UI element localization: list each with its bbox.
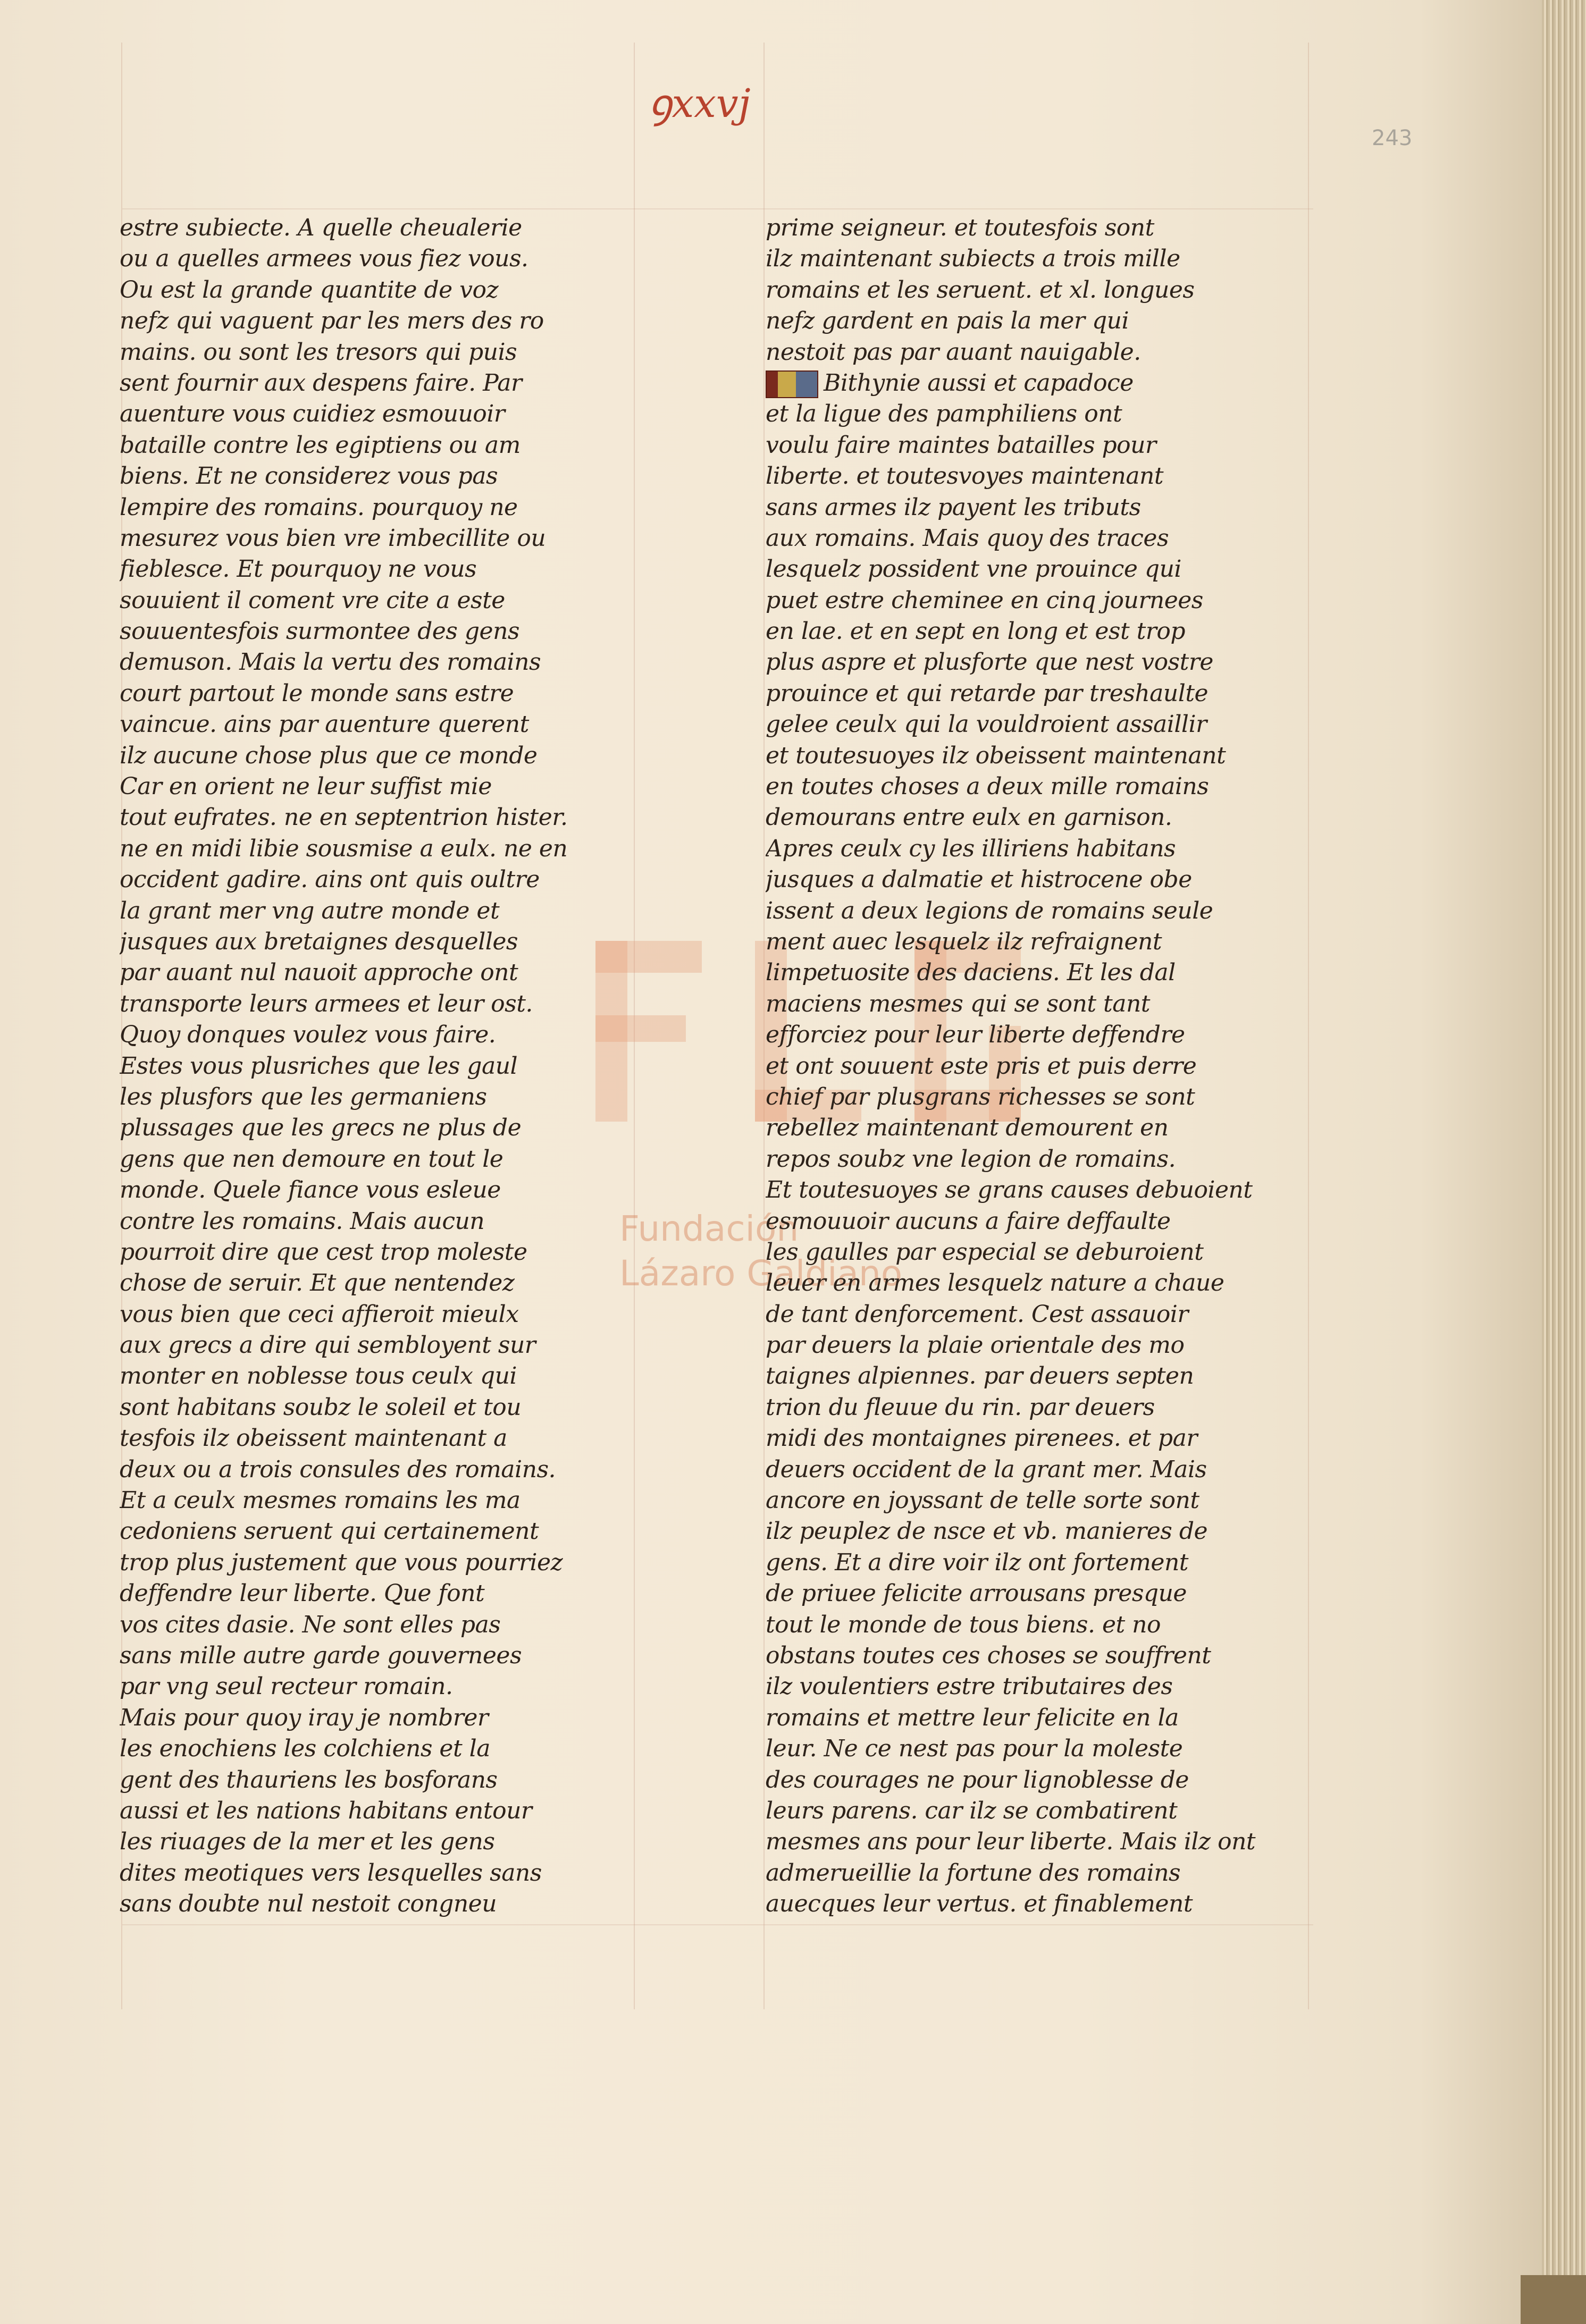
text-line xyxy=(766,1733,1303,1764)
text-line xyxy=(120,616,630,647)
text-line-content: prime seigneur. et toutesfois sont xyxy=(766,214,1154,241)
text-line-content: mesmes ans pour leur liberte. Mais ilz ont xyxy=(766,1828,1256,1856)
text-line-content: admerueillie la fortune des romains xyxy=(766,1859,1181,1887)
text-line-content: bataille contre les egiptiens ou am xyxy=(120,431,521,459)
watermark-line1: Fundación xyxy=(619,1208,799,1249)
text-line xyxy=(766,430,1303,461)
text-line xyxy=(766,1578,1303,1609)
text-line xyxy=(120,802,630,833)
text-line-content: Bithynie aussi et capadoce xyxy=(824,369,1134,397)
text-line xyxy=(766,1547,1303,1578)
text-line-content: Et a ceulx mesmes romains les ma xyxy=(120,1487,521,1514)
text-line xyxy=(120,461,630,492)
text-line-content: midi des montaignes pirenees. et par xyxy=(766,1425,1197,1452)
text-line xyxy=(766,927,1303,957)
margin-ruling-top xyxy=(122,208,1313,209)
text-line-content: aux grecs a dire qui sembloyent sur xyxy=(120,1332,536,1359)
text-line-content: gens. Et a dire voir ilz ont fortement xyxy=(766,1548,1188,1576)
text-line xyxy=(766,1765,1303,1796)
text-line-content: tout eufrates. ne en septentrion hister. xyxy=(120,804,568,831)
text-line-content: deux ou a trois consules des romains. xyxy=(120,1455,556,1483)
text-line xyxy=(766,213,1303,243)
text-line xyxy=(766,1268,1303,1299)
text-line-content: Ou est la grande quantite de voz xyxy=(120,276,499,304)
text-line xyxy=(766,1299,1303,1330)
text-line xyxy=(766,616,1303,647)
text-line xyxy=(120,213,630,243)
text-line-content: taignes alpiennes. par deuers septen xyxy=(766,1362,1194,1390)
illuminated-initial xyxy=(766,371,818,398)
text-line xyxy=(120,243,630,274)
text-line-content: issent a deux legions de romains seule xyxy=(766,897,1213,924)
text-line xyxy=(120,306,630,336)
text-line-content: demourans entre eulx en garnison. xyxy=(766,804,1172,831)
text-line-content: rebellez maintenant demourent en xyxy=(766,1114,1169,1142)
text-line-content: vaincue. ains par auenture querent xyxy=(120,711,529,738)
text-line xyxy=(120,585,630,616)
text-line xyxy=(766,740,1303,771)
text-line xyxy=(766,957,1303,988)
text-line-content: vous bien que ceci affieroit mieulx xyxy=(120,1300,519,1328)
text-line-content: puet estre cheminee en cinq journees xyxy=(766,586,1203,614)
text-line xyxy=(766,1640,1303,1671)
text-line xyxy=(766,1671,1303,1702)
text-line xyxy=(120,1796,630,1826)
text-line xyxy=(766,1051,1303,1082)
text-line xyxy=(120,1237,630,1268)
text-line-content: Estes vous plusriches que les gaul xyxy=(120,1052,518,1080)
text-line xyxy=(120,368,630,399)
text-line xyxy=(766,1020,1303,1050)
text-line-content: esmouuoir aucuns a faire deffaulte xyxy=(766,1207,1171,1235)
text-line xyxy=(120,554,630,585)
text-line xyxy=(120,1020,630,1050)
text-line-content: sans mille autre garde gouvernees xyxy=(120,1641,522,1669)
text-line xyxy=(120,1268,630,1299)
text-line-content: ne en midi libie sousmise a eulx. ne en xyxy=(120,835,568,862)
text-line-content: ou a quelles armees vous fiez vous. xyxy=(120,245,528,273)
text-line-content: chief par plusgrans richesses se sont xyxy=(766,1083,1195,1110)
text-line-content: monde. Quele fiance vous esleue xyxy=(120,1176,501,1204)
text-line xyxy=(120,927,630,957)
watermark-line2: Lázaro Galdiano xyxy=(619,1253,903,1294)
text-line xyxy=(120,1175,630,1206)
text-line-content: demuson. Mais la vertu des romains xyxy=(120,649,541,676)
text-line xyxy=(120,399,630,430)
text-line xyxy=(766,1392,1303,1423)
margin-ruling-col2-left xyxy=(763,43,765,2009)
margin-ruling-col1-right xyxy=(634,43,635,2009)
text-line xyxy=(766,1858,1303,1889)
text-line-content: les riuages de la mer et les gens xyxy=(120,1828,495,1856)
text-line xyxy=(766,989,1303,1020)
text-line xyxy=(766,647,1303,678)
text-line-content: romains et les seruent. et xl. longues xyxy=(766,276,1195,304)
text-line xyxy=(120,1423,630,1454)
text-column-left xyxy=(120,213,630,1919)
text-line-content: sans doubte nul nestoit congneu xyxy=(120,1890,497,1918)
text-line-content: fieblesce. Et pourquoy ne vous xyxy=(120,555,477,583)
text-line xyxy=(120,957,630,988)
margin-ruling-bottom xyxy=(122,1924,1313,1925)
text-line-content: plussages que les grecs ne plus de xyxy=(120,1114,522,1142)
text-line xyxy=(120,523,630,554)
text-line xyxy=(766,1082,1303,1113)
text-line-content: occident gadire. ains ont quis oultre xyxy=(120,866,540,894)
text-line-content: trion du fleuue du rin. par deuers xyxy=(766,1393,1155,1421)
text-line xyxy=(766,1610,1303,1640)
text-line xyxy=(120,647,630,678)
text-line-content: auenture vous cuidiez esmouuoir xyxy=(120,400,505,428)
text-line-content: Car en orient ne leur suffist mie xyxy=(120,773,492,801)
text-line xyxy=(120,1485,630,1516)
text-line-content: efforciez pour leur liberte deffendre xyxy=(766,1021,1185,1049)
text-line xyxy=(120,740,630,771)
text-line xyxy=(120,1610,630,1640)
text-line xyxy=(120,771,630,802)
text-line-content: deuers occident de la grant mer. Mais xyxy=(766,1455,1207,1483)
text-line-content: sans armes ilz payent les tributs xyxy=(766,493,1141,521)
text-line-content: leuer en armes lesquelz nature a chaue xyxy=(766,1269,1224,1297)
text-line xyxy=(766,275,1303,306)
text-line xyxy=(120,1733,630,1764)
text-line-content: par auant nul nauoit approche ont xyxy=(120,959,518,987)
text-line-content: voulu faire maintes batailles pour xyxy=(766,431,1156,459)
text-line xyxy=(766,1796,1303,1826)
text-line-content: lesquelz possident vne prouince qui xyxy=(766,555,1181,583)
text-line-content: par vng seul recteur romain. xyxy=(120,1673,453,1700)
text-line-content: jusques a dalmatie et histrocene obe xyxy=(766,866,1192,894)
text-line xyxy=(120,989,630,1020)
text-line xyxy=(120,1206,630,1237)
text-line xyxy=(766,1454,1303,1485)
folio-number: ꝯxxvj xyxy=(649,81,751,127)
text-line xyxy=(120,430,630,461)
text-line-content: la grant mer vng autre monde et xyxy=(120,897,500,924)
text-line xyxy=(120,1703,630,1733)
text-line-content: liberte. et toutesvoyes maintenant xyxy=(766,462,1164,490)
text-line xyxy=(766,709,1303,740)
text-line xyxy=(120,1144,630,1175)
text-line xyxy=(120,709,630,740)
text-line-content: Mais pour quoy iray je nombrer xyxy=(120,1704,489,1731)
text-line-content: cedoniens seruent qui certainement xyxy=(120,1518,539,1545)
text-line-content: sent fournir aux despens faire. Par xyxy=(120,369,522,397)
text-line xyxy=(766,368,1303,399)
text-line-content: estre subiecte. A quelle cheualerie xyxy=(120,214,522,241)
text-line-content: Apres ceulx cy les illiriens habitans xyxy=(766,835,1176,862)
text-line-content: et la ligue des pamphiliens ont xyxy=(766,400,1122,428)
text-line xyxy=(766,306,1303,336)
text-line xyxy=(766,1144,1303,1175)
text-line xyxy=(120,1765,630,1796)
text-line xyxy=(766,337,1303,368)
text-line-content: en toutes choses a deux mille romains xyxy=(766,773,1209,801)
text-line xyxy=(766,1206,1303,1237)
text-line xyxy=(120,1516,630,1547)
text-line-content: limpetuosite des daciens. Et les dal xyxy=(766,959,1176,987)
text-line xyxy=(120,1671,630,1702)
text-line-content: lempire des romains. pourquoy ne xyxy=(120,493,518,521)
text-line-content: monter en noblesse tous ceulx qui xyxy=(120,1362,517,1390)
text-line-content: par deuers la plaie orientale des mo xyxy=(766,1332,1185,1359)
text-line-content: deffendre leur liberte. Que font xyxy=(120,1580,485,1607)
text-line-content: tesfois ilz obeissent maintenant a xyxy=(120,1425,507,1452)
text-line xyxy=(766,492,1303,523)
text-line xyxy=(766,523,1303,554)
text-line-content: mesurez vous bien vre imbecillite ou xyxy=(120,524,546,552)
text-line-content: sont habitans soubz le soleil et tou xyxy=(120,1393,522,1421)
text-line xyxy=(120,896,630,927)
text-line xyxy=(120,492,630,523)
text-line-content: Quoy donques voulez vous faire. xyxy=(120,1021,496,1049)
text-line xyxy=(120,1113,630,1143)
text-line-content: leurs parens. car ilz se combatirent xyxy=(766,1797,1178,1824)
text-line-content: pourroit dire que cest trop moleste xyxy=(120,1238,527,1266)
text-line-content: gent des thauriens les bosforans xyxy=(120,1766,498,1793)
text-line-content: les enochiens les colchiens et la xyxy=(120,1735,490,1763)
text-line-content: Et toutesuoyes se grans causes debuoient xyxy=(766,1176,1253,1204)
text-line xyxy=(766,1237,1303,1268)
text-line-content: auecques leur vertus. et finablement xyxy=(766,1890,1193,1918)
text-line-content: des courages ne pour lignoblesse de xyxy=(766,1766,1189,1793)
text-line-content: dites meotiques vers lesquelles sans xyxy=(120,1859,542,1887)
text-line xyxy=(766,585,1303,616)
text-column-right xyxy=(766,213,1303,1919)
text-line-content: en lae. et en sept en long et est trop xyxy=(766,618,1185,645)
text-line xyxy=(766,1889,1303,1919)
text-line xyxy=(766,1330,1303,1361)
text-line-content: ilz peuplez de nsce et vb. manieres de xyxy=(766,1518,1208,1545)
text-line-content: ilz voulentiers estre tributaires des xyxy=(766,1673,1173,1700)
text-line xyxy=(120,1826,630,1857)
text-line xyxy=(120,1640,630,1671)
page-edge xyxy=(1542,0,1586,2324)
text-line xyxy=(766,802,1303,833)
text-line xyxy=(766,1113,1303,1143)
text-line-content: trop plus justement que vous pourriez xyxy=(120,1548,563,1576)
text-line xyxy=(766,1423,1303,1454)
text-line-content: ilz aucune chose plus que ce monde xyxy=(120,742,538,769)
text-line-content: et toutesuoyes ilz obeissent maintenant xyxy=(766,742,1226,769)
text-line-content: tout le monde de tous biens. et no xyxy=(766,1611,1161,1638)
text-line xyxy=(120,1578,630,1609)
text-line xyxy=(120,337,630,368)
text-line xyxy=(120,1330,630,1361)
text-line xyxy=(766,1703,1303,1733)
binding-corner xyxy=(1521,2275,1586,2324)
margin-ruling-right xyxy=(1308,43,1309,2009)
text-line-content: biens. Et ne considerez vous pas xyxy=(120,462,498,490)
text-line xyxy=(120,1392,630,1423)
text-line-content: maciens mesmes qui se sont tant xyxy=(766,990,1150,1017)
text-line xyxy=(120,1361,630,1392)
text-line xyxy=(120,1547,630,1578)
text-line-content: romains et mettre leur felicite en la xyxy=(766,1704,1179,1731)
text-line xyxy=(766,1485,1303,1516)
text-line-content: souuient il coment vre cite a este xyxy=(120,586,505,614)
text-line-content: plus aspre et plusforte que nest vostre xyxy=(766,649,1213,676)
text-line xyxy=(766,833,1303,864)
text-line-content: aussi et les nations habitans entour xyxy=(120,1797,532,1824)
text-line-content: de priuee felicite arrousans presque xyxy=(766,1580,1187,1607)
text-line-content: gens que nen demoure en tout le xyxy=(120,1145,504,1173)
text-line-content: nestoit pas par auant nauigable. xyxy=(766,338,1141,366)
text-line xyxy=(120,1889,630,1919)
text-line-content: contre les romains. Mais aucun xyxy=(120,1207,485,1235)
text-line-content: prouince et qui retarde par treshaulte xyxy=(766,679,1209,707)
text-line-content: jusques aux bretaignes desquelles xyxy=(120,928,518,955)
text-line-content: aux romains. Mais quoy des traces xyxy=(766,524,1169,552)
text-line-content: les plusfors que les germaniens xyxy=(120,1083,487,1110)
text-line-content: leur. Ne ce nest pas pour la moleste xyxy=(766,1735,1183,1763)
text-line xyxy=(766,399,1303,430)
text-line xyxy=(766,243,1303,274)
text-line-content: vos cites dasie. Ne sont elles pas xyxy=(120,1611,501,1638)
text-line xyxy=(120,678,630,709)
text-line-content: gelee ceulx qui la vouldroient assaillir xyxy=(766,711,1207,738)
text-line-content: souuentesfois surmontee des gens xyxy=(120,618,519,645)
text-line xyxy=(120,833,630,864)
text-line xyxy=(120,864,630,895)
text-line-content: mains. ou sont les tresors qui puis xyxy=(120,338,517,366)
text-line xyxy=(120,275,630,306)
text-line xyxy=(120,1082,630,1113)
text-line xyxy=(766,554,1303,585)
text-line-content: transporte leurs armees et leur ost. xyxy=(120,990,533,1017)
text-line xyxy=(766,461,1303,492)
text-line-content: court partout le monde sans estre xyxy=(120,679,514,707)
text-line xyxy=(766,678,1303,709)
text-line xyxy=(120,1454,630,1485)
text-line-content: de tant denforcement. Cest assauoir xyxy=(766,1300,1188,1328)
text-line-content: nefz qui vaguent par les mers des ro xyxy=(120,307,544,335)
text-line xyxy=(766,1516,1303,1547)
pencil-page-number: 243 xyxy=(1372,126,1413,150)
text-line-content: chose de seruir. Et que nentendez xyxy=(120,1269,515,1297)
text-line xyxy=(120,1299,630,1330)
text-line xyxy=(766,864,1303,895)
text-line-content: ment auec lesquelz ilz refraignent xyxy=(766,928,1162,955)
text-line xyxy=(120,1051,630,1082)
text-line-content: et ont souuent este pris et puis derre xyxy=(766,1052,1197,1080)
text-line-content: les gaulles par especial se deburoient xyxy=(766,1238,1204,1266)
text-line xyxy=(766,896,1303,927)
text-line xyxy=(766,1361,1303,1392)
text-line-content: ilz maintenant subiects a trois mille xyxy=(766,245,1180,273)
text-line-content: repos soubz vne legion de romains. xyxy=(766,1145,1176,1173)
text-line-content: ancore en joyssant de telle sorte sont xyxy=(766,1487,1199,1514)
text-line-content: obstans toutes ces choses se souffrent xyxy=(766,1641,1211,1669)
text-line xyxy=(766,1826,1303,1857)
text-line xyxy=(766,771,1303,802)
text-line-content: nefz gardent en pais la mer qui xyxy=(766,307,1129,335)
text-line xyxy=(766,1175,1303,1206)
text-line xyxy=(120,1858,630,1889)
